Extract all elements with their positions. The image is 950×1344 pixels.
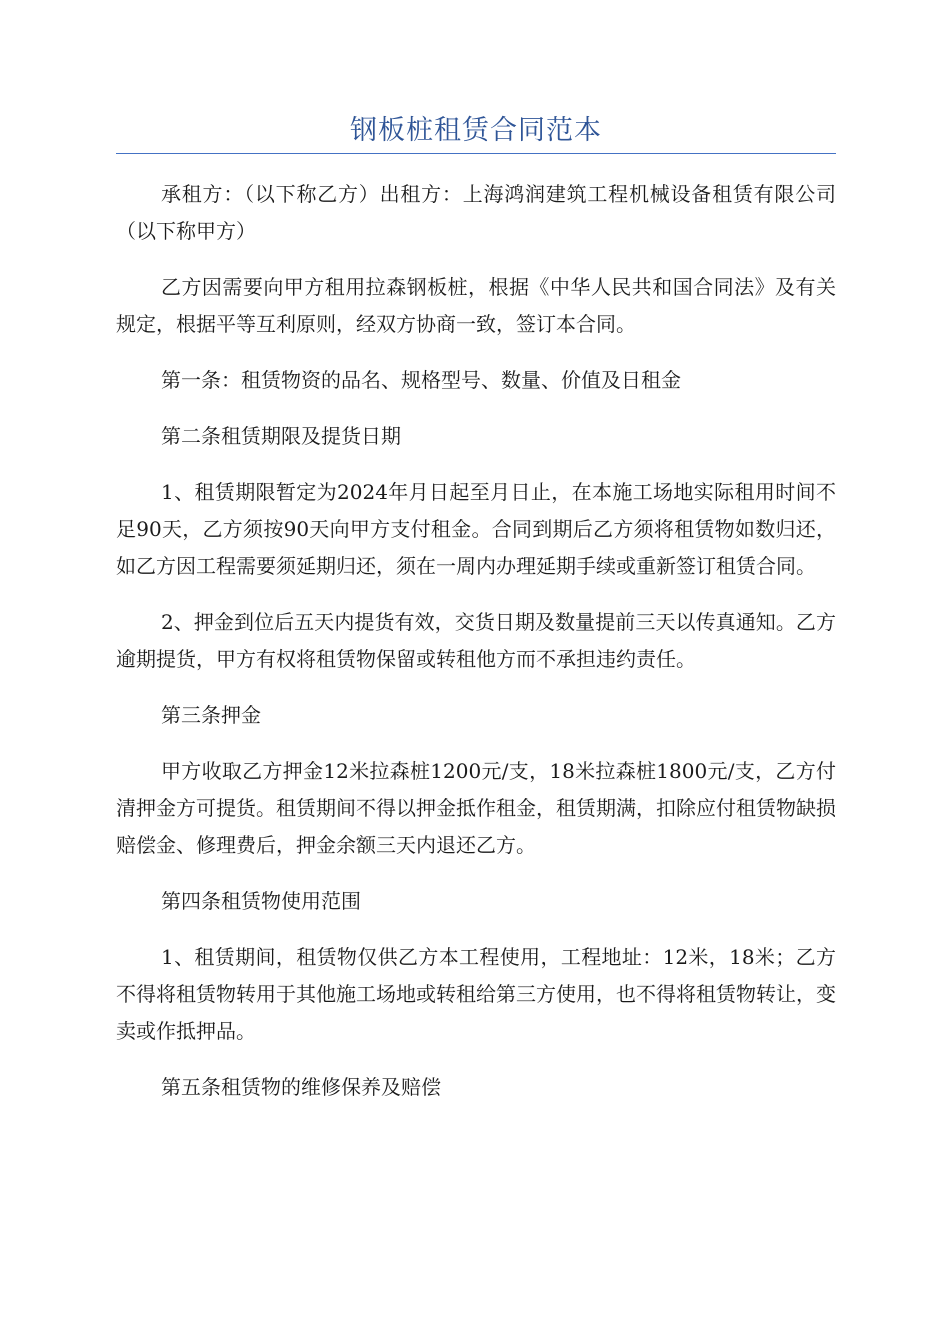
clause-2-item-1: 1、租赁期限暂定为2024年月日起至月日止，在本施工场地实际租用时间不足90天，乙方须按90天向甲方支付租金。合同到期后乙方须将租赁物如数归还，如乙方因工程需要须延期归还，须在一周内办理延期手续或重新签订租赁合同。 xyxy=(116,480,836,578)
clause-1-heading: 第一条：租赁物资的品名、规格型号、数量、价值及日租金 xyxy=(161,368,681,392)
clause-3-body: 甲方收取乙方押金12米拉森桩1200元/支，18米拉森桩1800元/支，乙方付清押金方可提货。租赁期间不得以押金抵作租金，租赁期满，扣除应付租赁物缺损赔偿金、修理费后，押金余额三天内退还乙方。 xyxy=(116,759,836,857)
clause-2-item-2: 2、押金到位后五天内提货有效，交货日期及数量提前三天以传真通知。乙方逾期提货，甲方有权将租赁物保留或转租他方而不承担违约责任。 xyxy=(116,610,836,671)
paragraph-preamble: 乙方因需要向甲方租用拉森钢板桩，根据《中华人民共和国合同法》及有关规定，根据平等互利原则，经双方协商一致，签订本合同。 xyxy=(116,275,836,336)
paragraph-parties: 承租方：（以下称乙方）出租方：上海鸿润建筑工程机械设备租赁有限公司（以下称甲方） xyxy=(116,182,836,243)
clause-5-heading: 第五条租赁物的维修保养及赔偿 xyxy=(161,1075,441,1099)
document-body xyxy=(116,176,836,1125)
page-title: 钢板桩租赁合同范本 xyxy=(350,115,602,146)
title-divider xyxy=(116,153,836,154)
clause-4-heading: 第四条租赁物使用范围 xyxy=(161,889,361,913)
clause-4-item-1: 1、租赁期间，租赁物仅供乙方本工程使用，工程地址：12米，18米；乙方不得将租赁物转用于其他施工场地或转租给第三方使用，也不得将租赁物转让，变卖或作抵押品。 xyxy=(116,945,836,1043)
clause-3-heading: 第三条押金 xyxy=(161,703,261,727)
clause-2-heading: 第二条租赁期限及提货日期 xyxy=(161,424,401,448)
